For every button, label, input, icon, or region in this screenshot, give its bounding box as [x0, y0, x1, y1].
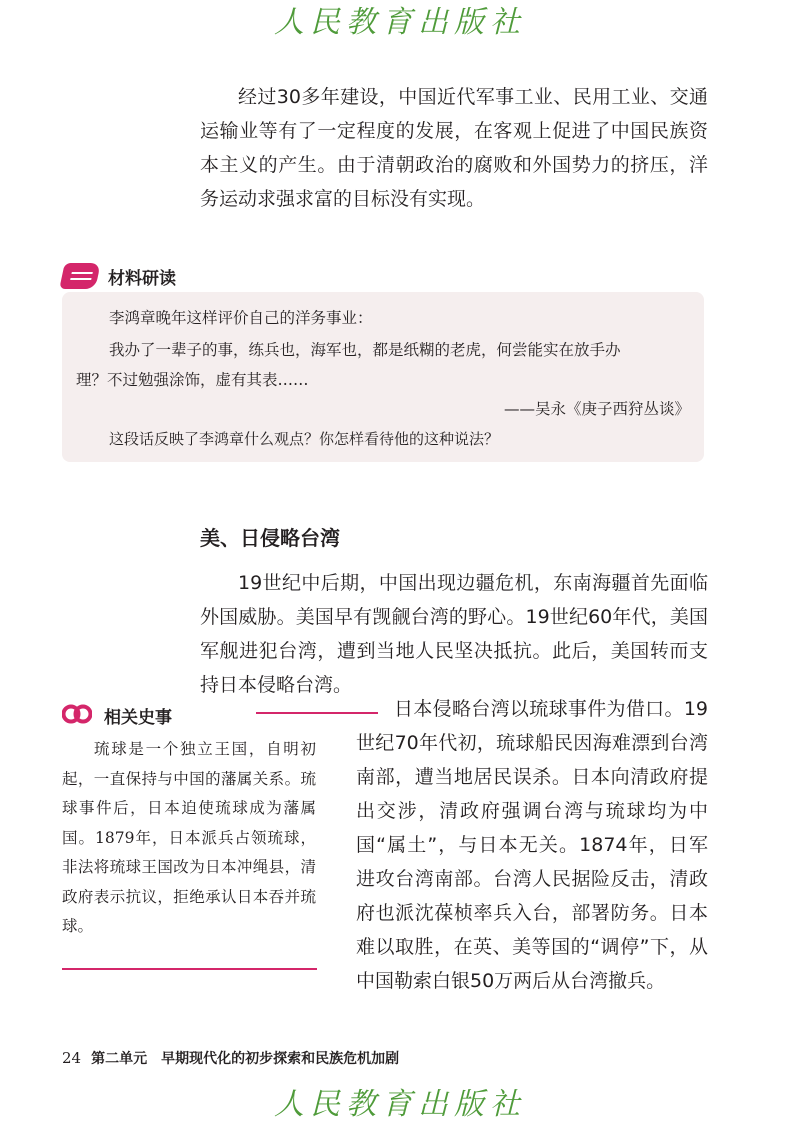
- body-paragraph-3: [356, 692, 708, 998]
- related-history-header: [62, 700, 317, 730]
- divider: [256, 712, 378, 714]
- material-question: 这段话反映了李鸿章什么观点？你怎样看待他的这种说法？: [109, 430, 500, 448]
- publisher-brand-header: 人民教育出版社: [274, 5, 526, 40]
- paragraph-text: 经过30多年建设，中国近代军事工业、民用工业、交通运输业等有了一定程度的发展，在客观上促进了中国民族资本主义的产生。由于清朝政治的腐败和外国势力的挤压，洋务运动求强求富的目标没有实现。: [200, 86, 708, 210]
- material-quote-line-2: 理？不过勉强涂饰，虚有其表……: [76, 371, 309, 389]
- material-intro: 李鸿章晚年这样评价自己的洋务事业：: [109, 309, 373, 327]
- page-number: 24: [62, 1049, 82, 1067]
- body-paragraph-2: [200, 566, 708, 702]
- section-heading: 美、日侵略台湾: [200, 526, 340, 550]
- material-source: ——吴永《庚子西狩丛谈》: [503, 400, 690, 418]
- paragraph-text: 日本侵略台湾以琉球事件为借口。19世纪70年代初，琉球船民因海难漂到台湾南部，遭当地居民误杀。日本向清政府提出交涉，清政府强调台湾与琉球均为中国“属土”，与日本无关。1874年，日军进攻台湾南部。台湾人民据险反击，清政府也派沈葆桢率兵入台，部署防务。日本难以取胜，在英、美等国的“调停”下，从中国勒索白银50万两后从台湾撤兵。: [356, 698, 708, 992]
- notebook-icon: [59, 263, 101, 289]
- paragraph-text: 19世纪中后期，中国出现边疆危机，东南海疆首先面临外国威胁。美国早有觊觎台湾的野心。19世纪60年代，美国军舰进犯台湾，遭到当地人民坚决抵抗。此后，美国转而支持日本侵略台湾。: [200, 572, 708, 696]
- body-paragraph-1: [200, 80, 708, 216]
- divider: [62, 968, 317, 970]
- publisher-brand-footer: 人民教育出版社: [274, 1087, 526, 1122]
- material-reading-box: [62, 292, 704, 462]
- infinity-loop-icon: [62, 701, 92, 727]
- related-history-title: 相关史事: [104, 708, 172, 728]
- material-reading-header: [62, 262, 176, 290]
- material-reading-title: 材料研读: [108, 268, 176, 289]
- related-history-text: 琉球是一个独立王国，自明初起，一直保持与中国的藩属关系。琉球事件后，日本迫使琉球成为藩属国。1879年，日本派兵占领琉球，非法将琉球王国改为日本冲绳县，清政府表示抗议，拒绝承认日本吞并琉球。: [62, 740, 316, 935]
- page-footer: [62, 1048, 399, 1068]
- unit-title: 第二单元 早期现代化的初步探索和民族危机加剧: [91, 1051, 400, 1067]
- material-quote-line-1: 我办了一辈子的事，练兵也，海军也，都是纸糊的老虎，何尝能实在放手办: [109, 341, 621, 359]
